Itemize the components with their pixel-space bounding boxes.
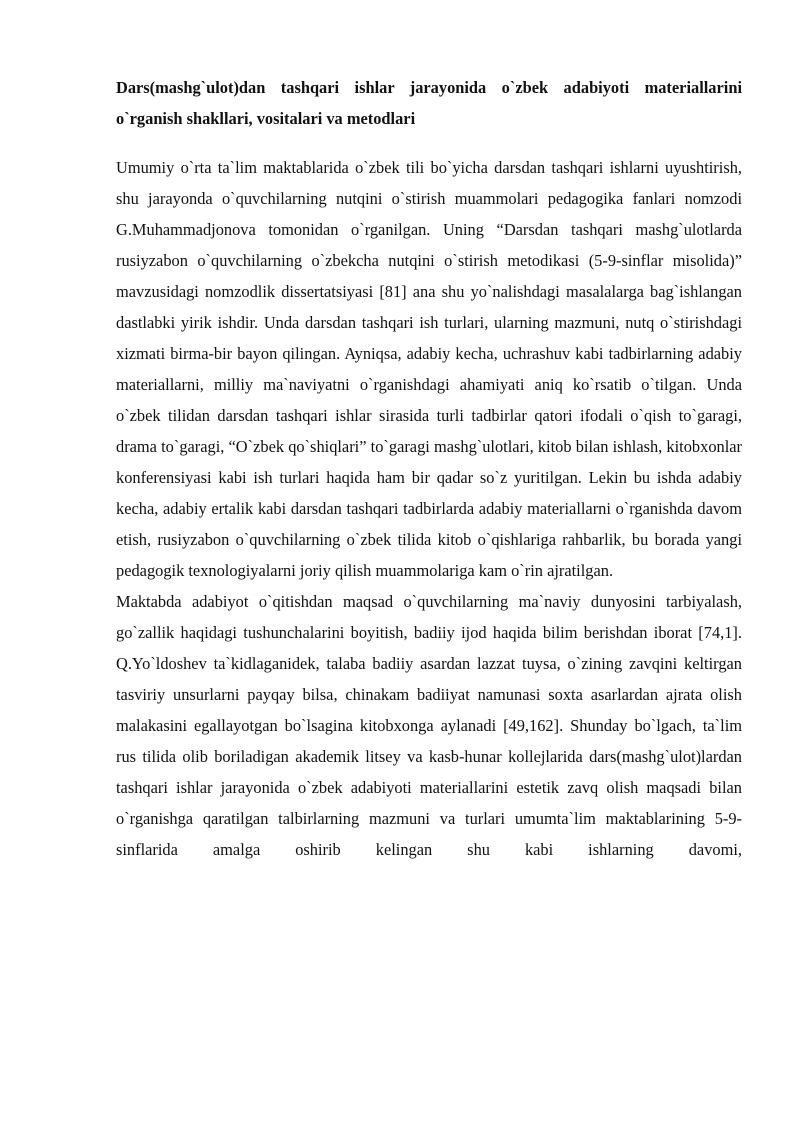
- document-page: [116, 72, 742, 865]
- paragraph-2: Maktabda adabiyot o`qitishdan maqsad o`quvchilarning ma`naviy dunyosini tarbiyalash, go`zallik haqidagi tushunchalarini boyitish, badiiy ijod haqida bilim berishdan iborat [74,1]. Q.Yo`ldoshev ta`kidlaganidek, talaba badiiy asardan lazzat tuysa, o`zining zavqini keltirgan tasviriy unsurlarni payqay bilsa, chinakam badiiyat namunasi soxta asarlardan ajrata olish malakasini egallayotgan bo`lsagina kitobxonga aylanadi [49,162]. Shunday bo`lgach, ta`lim rus tilida olib boriladigan akademik litsey va kasb-hunar kollejlarida dars(mashg`ulot)lardan tashqari ishlar jarayonida o`zbek adabiyoti materiallarini estetik zavq olish maqsadi bilan o`rganishga qaratilgan talbirlarning mazmuni va turlari umumta`lim maktablarining 5-9-sinflarida amalga oshirib kelingan shu kabi ishlarning davomi,: [116, 592, 742, 859]
- document-title: Dars(mashg`ulot)dan tashqari ishlar jarayonida o`zbek adabiyoti materiallarini o`rganish shakllari, vositalari va metodlari: [116, 78, 742, 128]
- paragraph-1: Umumiy o`rta ta`lim maktablarida o`zbek tili bo`yicha darsdan tashqari ishlarni uyushtirish, shu jarayonda o`quvchilarning nutqini o`stirish muammolari pedagogika fanlari nomzodi G.Muhammadjonova tomonidan o`rganilgan. Uning “Darsdan tashqari mashg`ulotlarda rusiyzabon o`quvchilarning o`zbekcha nutqini o`stirish metodikasi (5-9-sinflar misolida)” mavzusidagi nomzodlik dissertatsiyasi [81] ana shu yo`nalishdagi masalalarga bag`ishlangan dastlabki yirik ishdir. Unda darsdan tashqari ish turlari, ularning mazmuni, nutq o`stirishdagi xizmati birma-bir bayon qilingan. Ayniqsa, adabiy kecha, uchrashuv kabi tadbirlarning adabiy materiallarni, milliy ma`naviyatni o`rganishdagi ahamiyati aniq ko`rsatib o`tilgan. Unda o`zbek tilidan darsdan tashqari ishlar sirasida turli tadbirlar qatori ifodali o`qish to`garagi, drama to`garagi, “O`zbek qo`shiqlari” to`garagi mashg`ulotlari, kitob bilan ishlash, kitobxonlar konferensiyasi kabi ish turlari haqida ham bir qadar so`z yuritilgan. Lekin bu ishda adabiy kecha, adabiy ertalik kabi darsdan tashqari tadbirlarda adabiy materiallarni o`rganishda davom etish, rusiyzabon o`quvchilarning o`zbek tilida kitob o`qishlariga rahbarlik, bu borada yangi pedagogik texnologiyalarni joriy qilish muammolariga kam o`rin ajratilgan.: [116, 158, 742, 580]
